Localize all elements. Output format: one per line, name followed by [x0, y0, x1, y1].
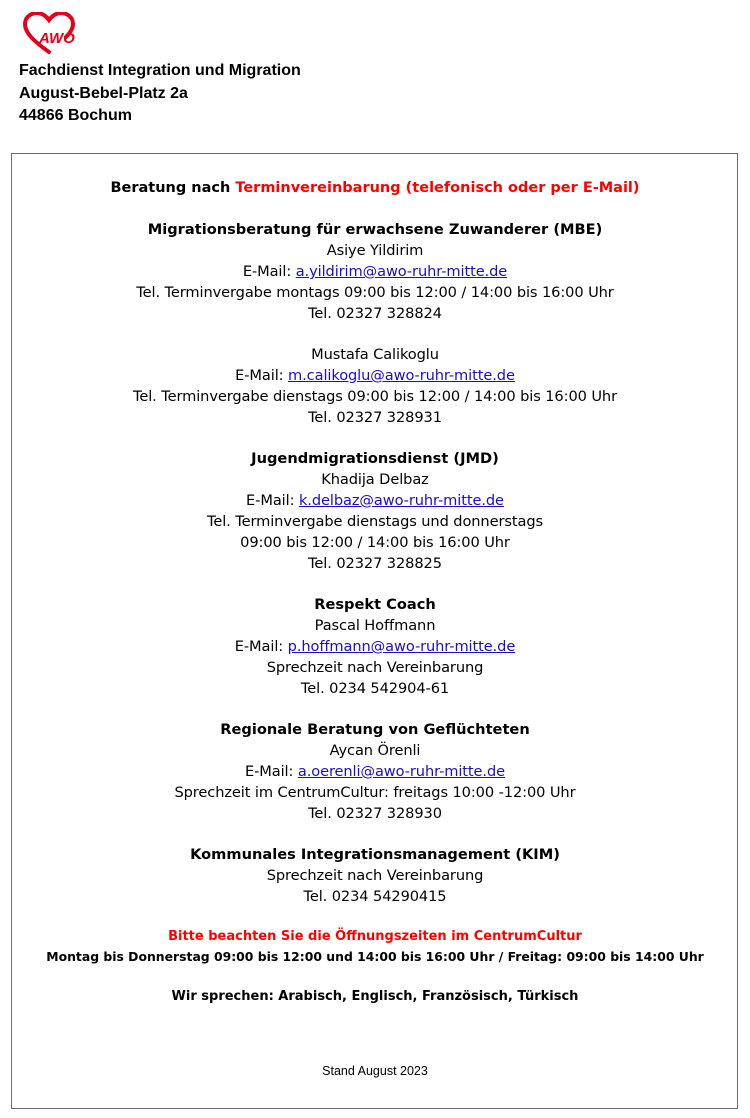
contact-phone: Tel. 02327 328931: [308, 409, 442, 426]
contact-phone: Tel. 02327 328824: [308, 305, 442, 322]
awo-heart-icon: [22, 12, 78, 56]
opening-hours-notice: [0, 927, 750, 967]
email-link[interactable]: k.delbaz@awo-ruhr-mitte.de: [298, 492, 504, 509]
contact-email-line: E-Mail: a.yildirim@awo-ruhr-mitte.de: [242, 263, 508, 280]
section-title: Jugendmigrationsdienst (JMD): [251, 450, 499, 467]
section-title: Kommunales Integrationsmanagement (KIM): [190, 846, 560, 863]
contact-email-line: E-Mail: p.hoffmann@awo-ruhr-mitte.de: [234, 638, 516, 655]
email-link[interactable]: a.yildirim@awo-ruhr-mitte.de: [295, 263, 508, 280]
contact-hours: Tel. Terminvergabe dienstags und donnerstags: [207, 513, 543, 530]
info-content: [0, 177, 750, 1007]
organization-address: [19, 60, 301, 128]
email-link[interactable]: a.oerenli@awo-ruhr-mitte.de: [297, 763, 506, 780]
logo-text: AWO: [39, 30, 75, 47]
intro-prefix: Beratung nach: [110, 180, 236, 196]
section-respekt-coach: [0, 594, 750, 699]
contact-name: Aycan Örenli: [329, 742, 421, 759]
contact-hours: Sprechzeit nach Vereinbarung: [266, 659, 484, 676]
intro-highlight: Terminvereinbarung (telefonisch oder per E-Mail): [235, 180, 640, 196]
awo-logo: [22, 12, 78, 56]
contact-phone: Tel. 02327 328930: [308, 805, 442, 822]
section-jmd: [0, 448, 750, 574]
contact-hours: Tel. Terminvergabe montags 09:00 bis 12:00 / 14:00 bis 16:00 Uhr: [136, 284, 614, 301]
contact-name: Mustafa Calikoglu: [311, 346, 439, 363]
org-city: 44866 Bochum: [19, 107, 132, 124]
contact-phone: Tel. 02327 328825: [308, 555, 442, 572]
footer-date: Stand August 2023: [322, 1064, 428, 1078]
section-mbe-second-contact: [0, 344, 750, 428]
contact-hours: Tel. Terminvergabe dienstags 09:00 bis 12:00 / 14:00 bis 16:00 Uhr: [133, 388, 617, 405]
contact-hours-times: 09:00 bis 12:00 / 14:00 bis 16:00 Uhr: [240, 534, 510, 551]
contact-hours: Sprechzeit nach Vereinbarung: [266, 867, 484, 884]
section-kim: [0, 844, 750, 907]
email-link[interactable]: m.calikoglu@awo-ruhr-mitte.de: [288, 367, 515, 384]
org-street: August-Bebel-Platz 2a: [19, 84, 188, 102]
contact-phone: Tel. 0234 54290415: [303, 888, 447, 905]
languages-line: Wir sprechen: Arabisch, Englisch, Französisch, Türkisch: [171, 989, 579, 1004]
notice-heading: Bitte beachten Sie die Öffnungszeiten im CentrumCultur: [168, 929, 582, 944]
contact-email-line: E-Mail: m.calikoglu@awo-ruhr-mitte.de: [235, 367, 515, 384]
contact-name: Pascal Hoffmann: [314, 617, 436, 634]
section-title: Regionale Beratung von Geflüchteten: [220, 721, 530, 738]
contact-hours: Sprechzeit im CentrumCultur: freitags 10:00 -12:00 Uhr: [174, 784, 576, 801]
contact-name: Khadija Delbaz: [321, 471, 429, 488]
email-link[interactable]: p.hoffmann@awo-ruhr-mitte.de: [287, 638, 516, 655]
section-title: Respekt Coach: [314, 596, 436, 613]
contact-email-line: E-Mail: a.oerenli@awo-ruhr-mitte.de: [244, 763, 506, 780]
section-regional: [0, 719, 750, 824]
contact-name: Asiye Yildirim: [326, 242, 424, 259]
section-title: Migrationsberatung für erwachsene Zuwanderer (MBE): [147, 221, 603, 238]
intro-line: [0, 177, 750, 199]
org-name: Fachdienst Integration und Migration: [19, 62, 301, 79]
contact-phone: Tel. 0234 542904-61: [300, 680, 450, 697]
contact-email-line: E-Mail: k.delbaz@awo-ruhr-mitte.de: [246, 492, 504, 509]
section-mbe: [0, 219, 750, 324]
notice-hours: Montag bis Donnerstag 09:00 bis 12:00 und 14:00 bis 16:00 Uhr / Freitag: 09:00 bis 14:00 Uhr: [46, 949, 704, 964]
